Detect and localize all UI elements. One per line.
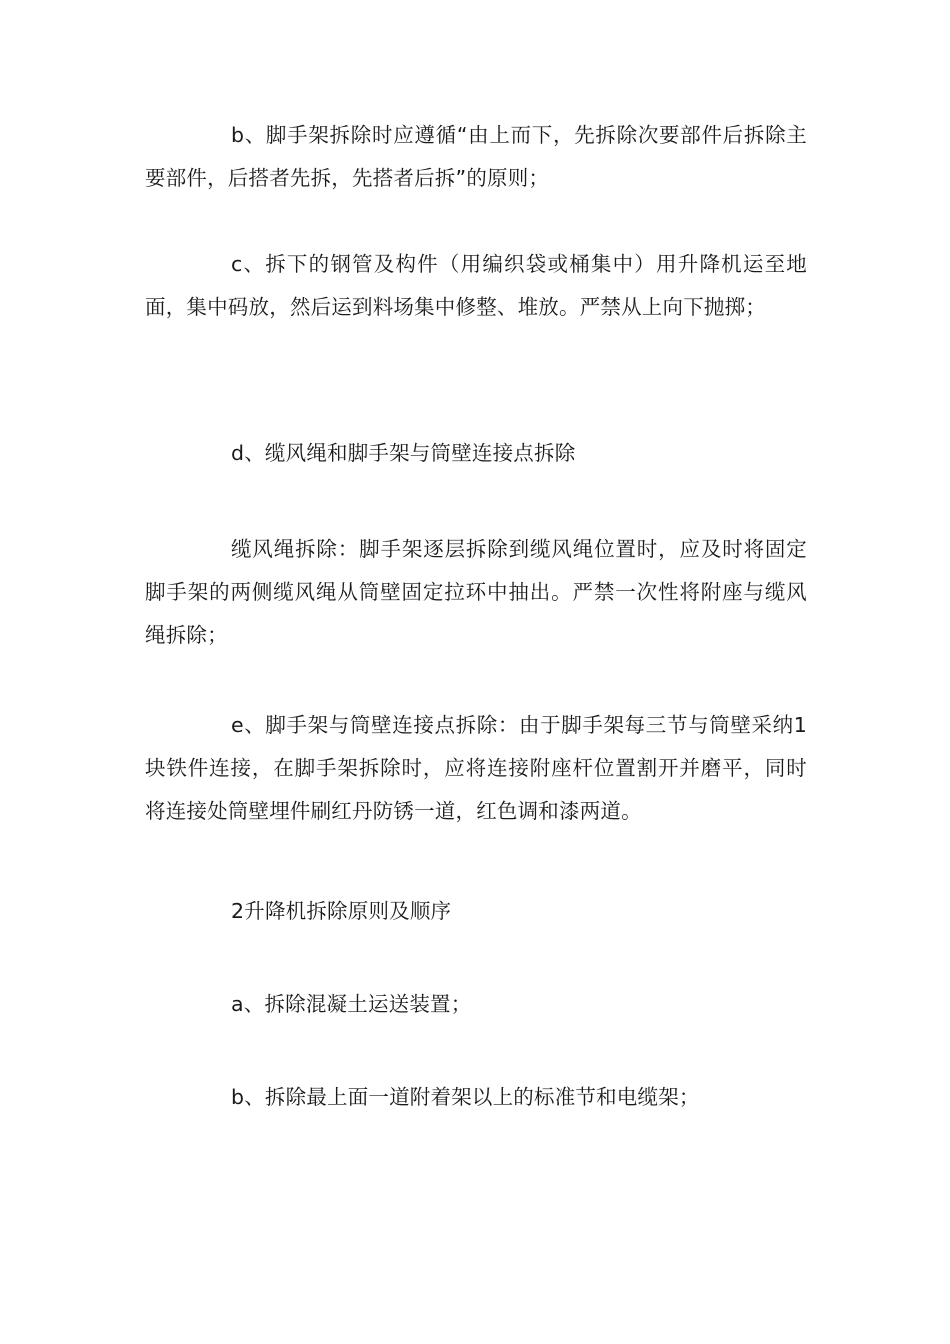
paragraph-materials-handling: c、拆下的钢管及构件（用编织袋或桶集中）用升降机运至地面，集中码放，然后运到料场集中修整、堆放。严禁从上向下抛掷； (145, 252, 807, 319)
paragraph-scaffold-removal-principle: b、脚手架拆除时应遵循“由上而下，先拆除次要部件后拆除主要部件，后搭者先拆，先搭者后拆”的原则； (145, 123, 807, 190)
paragraph-heading-cable-connection: d、缆风绳和脚手架与筒壁连接点拆除 (231, 441, 576, 465)
paragraph-heading-hoist-removal: 2升降机拆除原则及顺序 (231, 899, 452, 923)
paragraph-step-a: a、拆除混凝土运送装置； (231, 992, 472, 1016)
paragraph-step-b: b、拆除最上面一道附着架以上的标准节和电缆架； (231, 1085, 700, 1109)
paragraph-guy-rope-removal: 缆风绳拆除：脚手架逐层拆除到缆风绳位置时，应及时将固定脚手架的两侧缆风绳从筒壁固定拉环中抽出。严禁一次性将附座与缆风绳拆除； (145, 537, 807, 647)
paragraph-connection-point-removal: e、脚手架与筒壁连接点拆除：由于脚手架每三节与筒壁采纳1块铁件连接，在脚手架拆除时，应将连接附座杆位置割开并磨平，同时将连接处筒壁埋件刷红丹防锈一道，红色调和漆两道。 (145, 713, 807, 823)
